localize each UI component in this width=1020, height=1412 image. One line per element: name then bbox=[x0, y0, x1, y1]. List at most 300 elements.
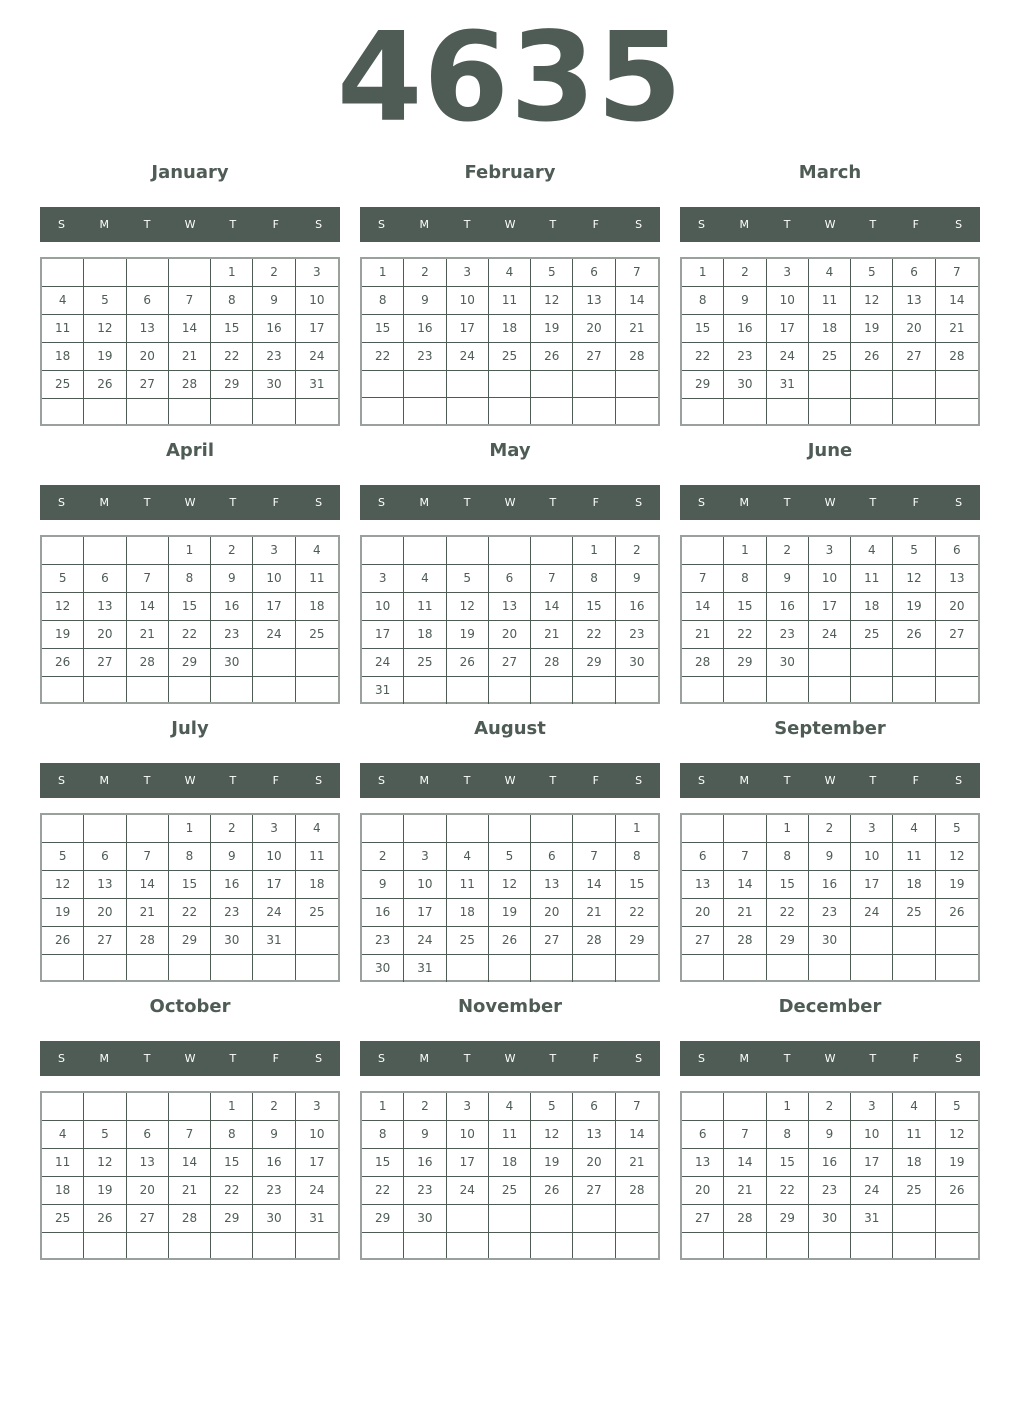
day-cell: 5 bbox=[531, 259, 573, 287]
day-cell bbox=[851, 1233, 893, 1258]
day-cell: 13 bbox=[84, 593, 126, 621]
day-cell: 25 bbox=[851, 621, 893, 649]
day-cell: 1 bbox=[767, 815, 809, 843]
day-cell: 15 bbox=[211, 315, 253, 343]
day-cell: 19 bbox=[531, 315, 573, 343]
day-cell: 2 bbox=[362, 843, 404, 871]
day-cell: 22 bbox=[682, 343, 724, 371]
day-cell: 6 bbox=[893, 259, 935, 287]
day-cell: 12 bbox=[84, 1149, 126, 1177]
day-cell bbox=[296, 399, 338, 424]
day-cell bbox=[682, 955, 724, 980]
day-cell: 27 bbox=[682, 927, 724, 955]
day-cell: 16 bbox=[809, 1149, 851, 1177]
weekday-label: S bbox=[377, 218, 385, 231]
day-cell: 9 bbox=[253, 287, 295, 315]
weekday-label: S bbox=[635, 1052, 643, 1065]
day-cell bbox=[936, 955, 978, 980]
day-cell: 13 bbox=[489, 593, 531, 621]
day-cell: 25 bbox=[447, 927, 489, 955]
day-cell bbox=[169, 955, 211, 980]
day-cell bbox=[893, 1205, 935, 1233]
day-cell: 25 bbox=[893, 1177, 935, 1205]
day-cell: 19 bbox=[531, 1149, 573, 1177]
day-cell: 14 bbox=[573, 871, 615, 899]
day-cell: 18 bbox=[489, 315, 531, 343]
day-cell: 14 bbox=[127, 871, 169, 899]
day-cell: 7 bbox=[573, 843, 615, 871]
day-cell: 4 bbox=[42, 1121, 84, 1149]
day-cell: 3 bbox=[809, 537, 851, 565]
day-cell: 18 bbox=[489, 1149, 531, 1177]
day-cell: 21 bbox=[936, 315, 978, 343]
weekday-label: M bbox=[99, 774, 110, 787]
weekday-label: M bbox=[739, 496, 750, 509]
day-cell: 29 bbox=[362, 1205, 404, 1233]
weekday-header bbox=[40, 763, 340, 798]
day-cell: 15 bbox=[573, 593, 615, 621]
day-cell: 18 bbox=[893, 871, 935, 899]
day-cell: 28 bbox=[616, 343, 658, 371]
day-cell bbox=[84, 955, 126, 980]
weekday-label: F bbox=[592, 496, 599, 509]
day-grid bbox=[360, 1091, 660, 1260]
day-cell: 25 bbox=[42, 1205, 84, 1233]
day-cell bbox=[531, 1205, 573, 1233]
weekday-label: M bbox=[99, 1052, 110, 1065]
day-cell: 9 bbox=[404, 287, 446, 315]
day-cell bbox=[253, 955, 295, 980]
day-cell bbox=[573, 955, 615, 982]
day-cell: 8 bbox=[616, 843, 658, 871]
day-cell: 17 bbox=[253, 871, 295, 899]
day-cell: 24 bbox=[851, 899, 893, 927]
day-cell: 11 bbox=[404, 593, 446, 621]
day-cell: 17 bbox=[851, 871, 893, 899]
weekday-label: S bbox=[635, 496, 643, 509]
day-cell: 21 bbox=[127, 899, 169, 927]
weekday-label: M bbox=[419, 496, 430, 509]
day-cell bbox=[127, 537, 169, 565]
weekday-label: S bbox=[377, 1052, 385, 1065]
day-cell: 3 bbox=[767, 259, 809, 287]
day-cell: 4 bbox=[42, 287, 84, 315]
weekday-header bbox=[680, 207, 980, 242]
day-cell bbox=[296, 677, 338, 702]
day-cell: 16 bbox=[809, 871, 851, 899]
day-cell: 26 bbox=[84, 371, 126, 399]
day-cell: 21 bbox=[682, 621, 724, 649]
day-cell bbox=[573, 371, 615, 398]
day-cell bbox=[169, 1233, 211, 1258]
day-cell: 15 bbox=[169, 593, 211, 621]
day-cell: 16 bbox=[211, 871, 253, 899]
day-cell bbox=[362, 537, 404, 565]
day-cell: 12 bbox=[489, 871, 531, 899]
weekday-label: F bbox=[272, 774, 279, 787]
weekday-label: T bbox=[549, 1052, 557, 1065]
day-cell bbox=[169, 1093, 211, 1121]
day-cell bbox=[127, 399, 169, 424]
day-cell: 19 bbox=[936, 871, 978, 899]
day-cell: 26 bbox=[42, 927, 84, 955]
weekday-label: S bbox=[57, 218, 65, 231]
day-grid bbox=[40, 257, 340, 426]
day-cell: 19 bbox=[893, 593, 935, 621]
day-cell bbox=[84, 259, 126, 287]
day-cell: 27 bbox=[682, 1205, 724, 1233]
day-cell bbox=[404, 371, 446, 398]
day-cell bbox=[531, 371, 573, 398]
day-cell: 14 bbox=[127, 593, 169, 621]
day-cell: 6 bbox=[127, 1121, 169, 1149]
day-cell: 1 bbox=[362, 1093, 404, 1121]
day-cell: 11 bbox=[447, 871, 489, 899]
day-cell: 20 bbox=[84, 621, 126, 649]
day-cell bbox=[211, 955, 253, 980]
day-cell: 31 bbox=[362, 677, 404, 704]
weekday-label: S bbox=[635, 774, 643, 787]
day-cell: 30 bbox=[616, 649, 658, 677]
day-cell: 22 bbox=[169, 899, 211, 927]
weekday-label: W bbox=[184, 1052, 196, 1065]
day-grid bbox=[360, 257, 660, 426]
day-cell: 13 bbox=[127, 1149, 169, 1177]
month-title: August bbox=[474, 718, 546, 739]
day-cell: 22 bbox=[767, 1177, 809, 1205]
day-cell bbox=[84, 399, 126, 424]
weekday-label: F bbox=[592, 774, 599, 787]
day-cell bbox=[893, 371, 935, 399]
day-cell bbox=[211, 677, 253, 702]
day-cell: 25 bbox=[893, 899, 935, 927]
month-calendar-june bbox=[680, 438, 980, 708]
day-cell: 8 bbox=[767, 843, 809, 871]
day-cell bbox=[489, 371, 531, 398]
weekday-label: F bbox=[272, 218, 279, 231]
day-cell bbox=[573, 677, 615, 704]
day-cell: 9 bbox=[362, 871, 404, 899]
day-cell: 6 bbox=[573, 259, 615, 287]
day-cell: 2 bbox=[809, 815, 851, 843]
weekday-label: W bbox=[504, 218, 516, 231]
day-cell bbox=[851, 649, 893, 677]
day-cell: 15 bbox=[724, 593, 766, 621]
day-cell: 20 bbox=[489, 621, 531, 649]
day-cell bbox=[127, 815, 169, 843]
day-cell bbox=[127, 677, 169, 702]
day-cell: 4 bbox=[404, 565, 446, 593]
weekday-label: W bbox=[824, 774, 836, 787]
weekday-label: W bbox=[824, 218, 836, 231]
day-cell bbox=[682, 399, 724, 424]
weekday-label: M bbox=[419, 774, 430, 787]
day-cell: 6 bbox=[489, 565, 531, 593]
weekday-label: M bbox=[99, 218, 110, 231]
day-cell: 7 bbox=[936, 259, 978, 287]
day-cell: 2 bbox=[253, 259, 295, 287]
month-calendar-april bbox=[40, 438, 340, 708]
day-cell: 19 bbox=[42, 621, 84, 649]
day-cell bbox=[447, 815, 489, 843]
day-cell bbox=[767, 955, 809, 980]
day-cell bbox=[42, 677, 84, 702]
day-cell: 20 bbox=[682, 1177, 724, 1205]
day-cell: 13 bbox=[531, 871, 573, 899]
day-cell bbox=[127, 1233, 169, 1258]
day-cell: 2 bbox=[616, 537, 658, 565]
day-cell: 30 bbox=[211, 649, 253, 677]
day-cell: 1 bbox=[169, 537, 211, 565]
weekday-label: M bbox=[739, 218, 750, 231]
day-cell bbox=[362, 815, 404, 843]
day-cell: 3 bbox=[296, 259, 338, 287]
day-cell: 12 bbox=[84, 315, 126, 343]
weekday-label: M bbox=[419, 218, 430, 231]
day-cell bbox=[724, 955, 766, 980]
day-cell: 18 bbox=[42, 1177, 84, 1205]
day-cell: 21 bbox=[531, 621, 573, 649]
day-cell bbox=[767, 677, 809, 702]
month-title: April bbox=[165, 440, 215, 461]
weekday-label: S bbox=[635, 218, 643, 231]
day-cell: 6 bbox=[573, 1093, 615, 1121]
month-calendar-january bbox=[40, 160, 340, 430]
day-cell: 6 bbox=[682, 843, 724, 871]
weekday-label: F bbox=[912, 1052, 919, 1065]
day-cell: 22 bbox=[362, 343, 404, 371]
day-cell bbox=[851, 399, 893, 424]
day-cell: 5 bbox=[84, 287, 126, 315]
day-cell: 17 bbox=[767, 315, 809, 343]
day-cell bbox=[489, 537, 531, 565]
day-cell: 18 bbox=[296, 871, 338, 899]
weekday-label: T bbox=[783, 1052, 791, 1065]
weekday-header bbox=[40, 485, 340, 520]
day-cell bbox=[489, 677, 531, 704]
day-cell: 21 bbox=[169, 1177, 211, 1205]
weekday-label: T bbox=[143, 496, 151, 509]
day-cell bbox=[616, 1205, 658, 1233]
day-cell bbox=[573, 398, 615, 425]
day-cell: 9 bbox=[616, 565, 658, 593]
day-cell: 13 bbox=[682, 871, 724, 899]
weekday-label: T bbox=[143, 218, 151, 231]
weekday-header bbox=[360, 763, 660, 798]
day-cell bbox=[682, 537, 724, 565]
day-cell: 10 bbox=[767, 287, 809, 315]
day-cell bbox=[253, 677, 295, 702]
day-cell bbox=[253, 399, 295, 424]
weekday-label: T bbox=[463, 1052, 471, 1065]
day-cell: 17 bbox=[362, 621, 404, 649]
day-cell: 2 bbox=[404, 259, 446, 287]
day-cell: 23 bbox=[767, 621, 809, 649]
month-calendar-november bbox=[360, 994, 660, 1264]
weekday-header bbox=[40, 1041, 340, 1076]
day-cell: 27 bbox=[127, 371, 169, 399]
day-cell: 2 bbox=[253, 1093, 295, 1121]
day-cell: 22 bbox=[724, 621, 766, 649]
day-cell: 4 bbox=[851, 537, 893, 565]
day-cell bbox=[84, 677, 126, 702]
day-cell bbox=[724, 815, 766, 843]
day-cell bbox=[84, 1093, 126, 1121]
day-cell: 21 bbox=[573, 899, 615, 927]
day-cell: 27 bbox=[573, 343, 615, 371]
day-cell: 1 bbox=[211, 259, 253, 287]
day-cell: 24 bbox=[362, 649, 404, 677]
day-cell: 30 bbox=[809, 927, 851, 955]
weekday-label: S bbox=[57, 774, 65, 787]
day-cell: 4 bbox=[893, 815, 935, 843]
weekday-label: T bbox=[869, 496, 877, 509]
day-cell: 28 bbox=[724, 1205, 766, 1233]
day-cell: 9 bbox=[724, 287, 766, 315]
day-cell bbox=[489, 1205, 531, 1233]
day-cell: 25 bbox=[42, 371, 84, 399]
weekday-label: M bbox=[739, 1052, 750, 1065]
day-cell: 29 bbox=[682, 371, 724, 399]
day-cell: 18 bbox=[404, 621, 446, 649]
day-cell bbox=[809, 399, 851, 424]
day-cell: 3 bbox=[296, 1093, 338, 1121]
day-cell: 1 bbox=[211, 1093, 253, 1121]
day-cell bbox=[42, 259, 84, 287]
day-cell: 30 bbox=[362, 955, 404, 982]
day-cell: 30 bbox=[809, 1205, 851, 1233]
day-cell: 22 bbox=[573, 621, 615, 649]
day-cell: 24 bbox=[296, 1177, 338, 1205]
weekday-label: T bbox=[869, 218, 877, 231]
day-cell: 8 bbox=[724, 565, 766, 593]
weekday-label: T bbox=[143, 774, 151, 787]
day-cell bbox=[616, 677, 658, 704]
day-cell: 31 bbox=[296, 1205, 338, 1233]
day-cell: 27 bbox=[936, 621, 978, 649]
day-cell bbox=[724, 399, 766, 424]
day-cell: 28 bbox=[682, 649, 724, 677]
day-cell: 30 bbox=[767, 649, 809, 677]
day-cell: 1 bbox=[767, 1093, 809, 1121]
weekday-label: T bbox=[229, 774, 237, 787]
day-cell bbox=[893, 1233, 935, 1258]
day-cell bbox=[767, 1233, 809, 1258]
day-cell: 21 bbox=[616, 315, 658, 343]
day-cell: 17 bbox=[851, 1149, 893, 1177]
day-cell bbox=[809, 677, 851, 702]
day-cell bbox=[447, 537, 489, 565]
day-cell: 14 bbox=[169, 315, 211, 343]
month-calendar-february bbox=[360, 160, 660, 430]
day-cell bbox=[573, 815, 615, 843]
day-cell: 9 bbox=[211, 565, 253, 593]
day-cell: 11 bbox=[296, 565, 338, 593]
day-cell: 23 bbox=[809, 1177, 851, 1205]
weekday-label: S bbox=[697, 774, 705, 787]
day-cell: 3 bbox=[404, 843, 446, 871]
day-cell bbox=[296, 927, 338, 955]
day-cell bbox=[362, 398, 404, 425]
day-cell: 12 bbox=[893, 565, 935, 593]
day-cell: 12 bbox=[42, 593, 84, 621]
day-cell bbox=[296, 1233, 338, 1258]
day-cell: 5 bbox=[936, 815, 978, 843]
weekday-label: F bbox=[272, 496, 279, 509]
day-cell: 8 bbox=[211, 1121, 253, 1149]
month-calendar-october bbox=[40, 994, 340, 1264]
month-calendar-december bbox=[680, 994, 980, 1264]
day-cell bbox=[84, 1233, 126, 1258]
weekday-header bbox=[360, 485, 660, 520]
day-cell: 5 bbox=[42, 565, 84, 593]
day-cell: 26 bbox=[851, 343, 893, 371]
weekday-label: M bbox=[739, 774, 750, 787]
day-cell: 24 bbox=[404, 927, 446, 955]
weekday-label: W bbox=[824, 496, 836, 509]
day-cell: 5 bbox=[447, 565, 489, 593]
day-cell: 15 bbox=[682, 315, 724, 343]
day-cell: 29 bbox=[724, 649, 766, 677]
day-cell: 24 bbox=[851, 1177, 893, 1205]
day-cell bbox=[531, 1233, 573, 1258]
day-cell bbox=[809, 649, 851, 677]
day-cell bbox=[404, 1233, 446, 1258]
day-cell: 10 bbox=[296, 287, 338, 315]
month-calendar-september bbox=[680, 716, 980, 986]
day-cell bbox=[936, 1233, 978, 1258]
day-cell: 11 bbox=[489, 287, 531, 315]
day-cell: 20 bbox=[531, 899, 573, 927]
day-cell bbox=[42, 399, 84, 424]
month-calendar-march bbox=[680, 160, 980, 430]
day-cell bbox=[851, 677, 893, 702]
day-cell: 6 bbox=[531, 843, 573, 871]
day-cell: 28 bbox=[127, 927, 169, 955]
day-cell: 8 bbox=[169, 843, 211, 871]
day-cell bbox=[616, 371, 658, 398]
day-cell: 23 bbox=[211, 899, 253, 927]
day-cell: 23 bbox=[616, 621, 658, 649]
day-cell: 26 bbox=[893, 621, 935, 649]
day-cell: 24 bbox=[447, 1177, 489, 1205]
day-cell: 23 bbox=[362, 927, 404, 955]
day-cell: 9 bbox=[404, 1121, 446, 1149]
weekday-label: T bbox=[463, 774, 471, 787]
day-cell bbox=[851, 955, 893, 980]
day-cell: 14 bbox=[682, 593, 724, 621]
day-cell bbox=[893, 955, 935, 980]
day-cell: 29 bbox=[169, 927, 211, 955]
day-cell bbox=[362, 1233, 404, 1258]
day-cell: 29 bbox=[211, 1205, 253, 1233]
day-cell bbox=[362, 371, 404, 398]
day-cell: 28 bbox=[936, 343, 978, 371]
day-cell: 7 bbox=[682, 565, 724, 593]
weekday-label: S bbox=[697, 1052, 705, 1065]
day-cell bbox=[936, 371, 978, 399]
day-cell: 26 bbox=[42, 649, 84, 677]
day-cell: 17 bbox=[809, 593, 851, 621]
day-cell: 18 bbox=[42, 343, 84, 371]
day-cell: 21 bbox=[616, 1149, 658, 1177]
year-title: 4635 bbox=[336, 7, 684, 150]
day-cell: 16 bbox=[362, 899, 404, 927]
weekday-label: W bbox=[184, 496, 196, 509]
day-cell: 16 bbox=[767, 593, 809, 621]
month-title: December bbox=[778, 996, 882, 1017]
day-cell bbox=[42, 955, 84, 980]
